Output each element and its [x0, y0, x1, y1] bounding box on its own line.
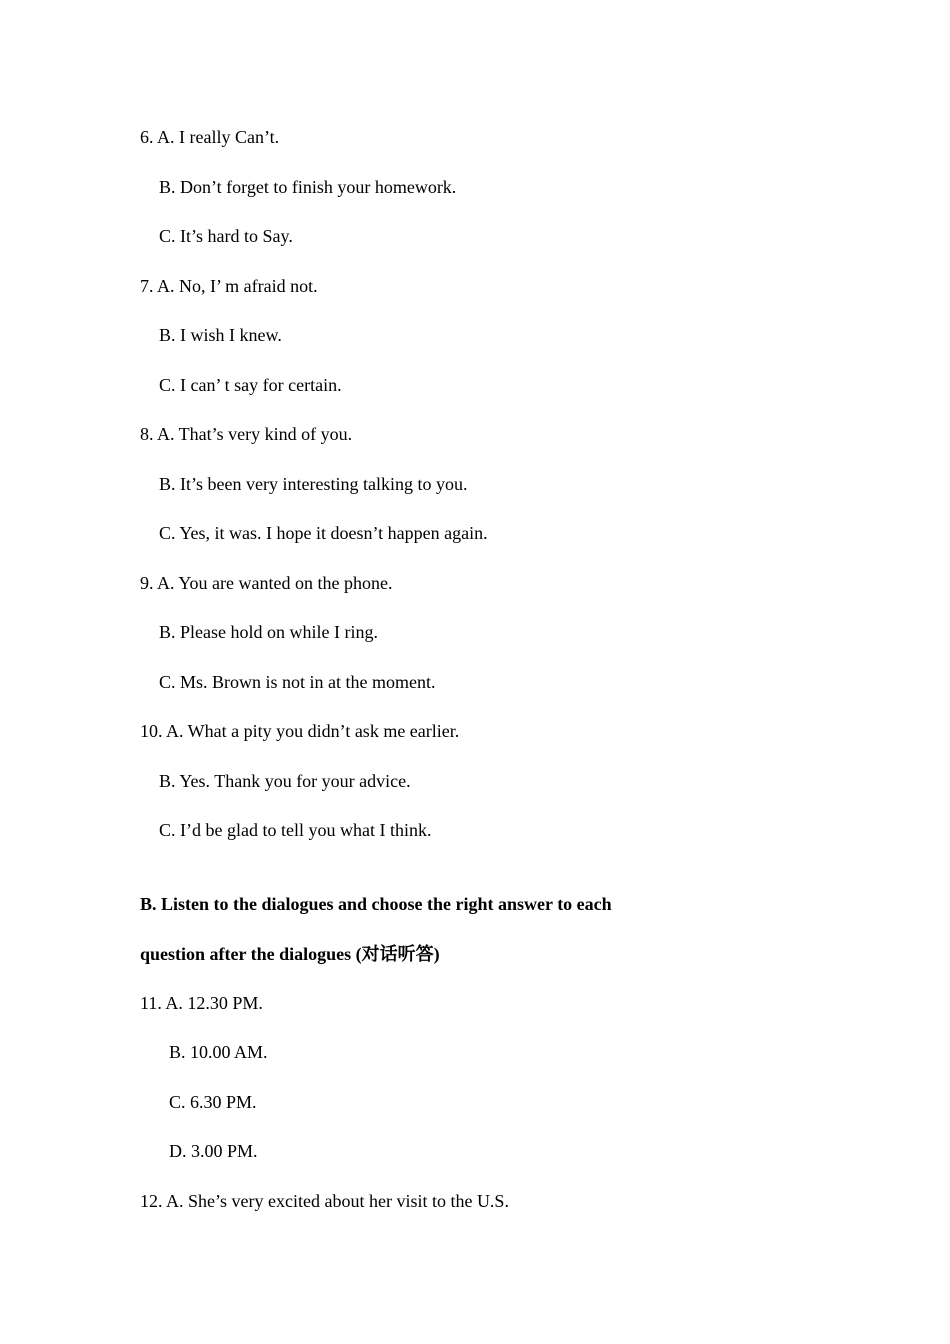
question-12-option-a: 12. A. She’s very excited about her visit to the U.S.: [140, 1191, 509, 1211]
question-10-option-c: C. I’d be glad to tell you what I think.: [159, 820, 432, 840]
question-7-option-c: C. I can’ t say for certain.: [159, 375, 342, 395]
question-6-option-a: 6. A. I really Can’t.: [140, 127, 280, 147]
question-9-option-a: 9. A. You are wanted on the phone.: [140, 573, 393, 593]
question-8-option-a: 8. A. That’s very kind of you.: [140, 424, 353, 444]
question-9-option-b: B. Please hold on while I ring.: [159, 622, 378, 642]
question-6-option-b: B. Don’t forget to finish your homework.: [159, 177, 457, 197]
question-10-option-a: 10. A. What a pity you didn’t ask me earlier.: [140, 721, 460, 741]
section-b-heading-line-2: question after the dialogues (对话听答): [140, 944, 440, 964]
question-11-option-d: D. 3.00 PM.: [169, 1141, 258, 1161]
question-7-option-b: B. I wish I knew.: [159, 325, 282, 345]
question-11-option-c: C. 6.30 PM.: [169, 1092, 257, 1112]
question-8-option-b: B. It’s been very interesting talking to you.: [159, 474, 468, 494]
question-8-option-c: C. Yes, it was. I hope it doesn’t happen again.: [159, 523, 488, 543]
question-10-option-b: B. Yes. Thank you for your advice.: [159, 771, 411, 791]
question-11-option-a: 11. A. 12.30 PM.: [140, 993, 263, 1013]
question-6-option-c: C. It’s hard to Say.: [159, 226, 293, 246]
section-b-heading-line-1: B. Listen to the dialogues and choose the right answer to each: [140, 894, 612, 914]
question-9-option-c: C. Ms. Brown is not in at the moment.: [159, 672, 436, 692]
question-7-option-a: 7. A. No, I’ m afraid not.: [140, 276, 318, 296]
question-11-option-b: B. 10.00 AM.: [169, 1042, 268, 1062]
